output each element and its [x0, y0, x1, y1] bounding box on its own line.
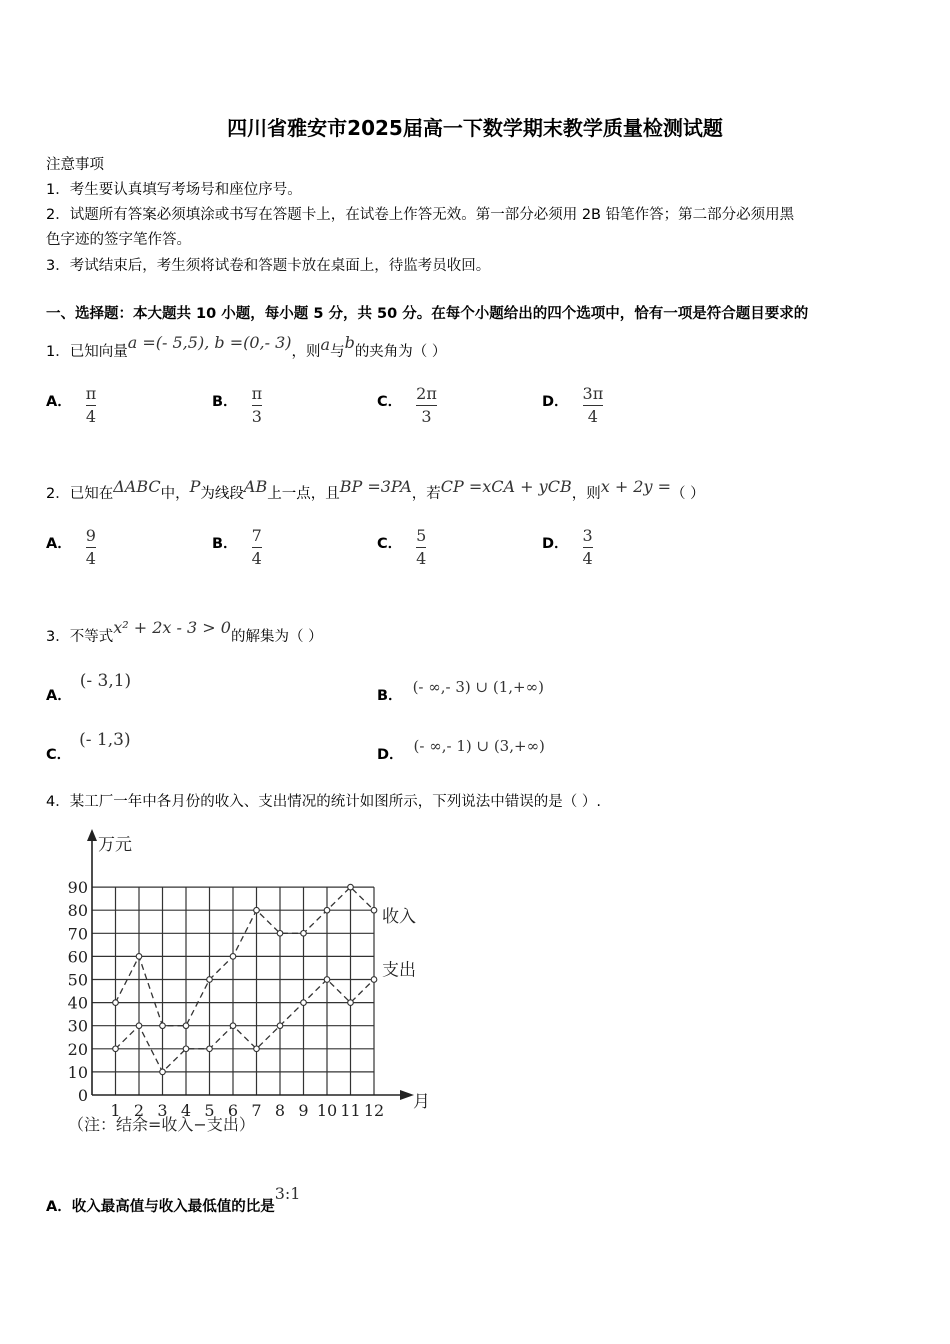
- q3-option-a-value: (- 3,1): [79, 671, 132, 691]
- y-tick-label: 90: [67, 878, 88, 898]
- data-point: [160, 1023, 166, 1029]
- q3-option-c[interactable]: [46, 729, 131, 763]
- q2-segment-ab: AB: [243, 477, 268, 496]
- data-point: [207, 1046, 213, 1052]
- section-heading: 一、选择题：本大题共 10 小题，每小题 5 分，共 50 分。在每个小题给出的四个选项中，恰有一项是符合题目要求的: [46, 306, 809, 322]
- q2-point-p: P: [189, 477, 201, 496]
- q3-option-c-value: (- 1,3): [79, 730, 131, 750]
- q2-option-b[interactable]: [212, 526, 262, 569]
- q1-option-c-label: C．: [377, 394, 403, 410]
- q2-option-b-label: B．: [212, 536, 238, 552]
- q1-a: a: [320, 335, 331, 354]
- data-point: [324, 907, 330, 913]
- q1-mid1: ，则: [291, 344, 321, 360]
- x-tick-label: 5: [204, 1101, 215, 1120]
- data-point: [324, 977, 330, 983]
- q1-option-d-label: D．: [542, 394, 569, 410]
- data-point: [371, 977, 377, 983]
- y-tick-label: 30: [67, 1016, 88, 1036]
- data-point: [348, 1000, 354, 1006]
- x-tick-label: 9: [298, 1101, 309, 1120]
- q2-stem: [46, 477, 705, 503]
- data-point: [301, 931, 307, 937]
- q3-option-b[interactable]: [377, 676, 544, 704]
- q2-option-a-frac: $\frac{9}{4}$: [85, 526, 96, 568]
- data-point: [348, 884, 354, 890]
- x-tick-label: 7: [251, 1101, 262, 1120]
- data-point: [136, 954, 142, 960]
- q1-b: b: [344, 333, 355, 352]
- data-point: [254, 1046, 260, 1052]
- q3-option-a-label: A．: [46, 688, 72, 704]
- q1-option-c[interactable]: [377, 384, 437, 427]
- q1-option-a-frac: $\frac{\pi}{4}$: [85, 384, 97, 426]
- q2-option-b-frac: $\frac{7}{4}$: [251, 526, 262, 568]
- x-tick-label: 6: [227, 1101, 239, 1120]
- q1-mid2: 与: [330, 344, 345, 360]
- y-tick-label: 80: [67, 901, 88, 921]
- q1-option-b-label: B．: [212, 394, 238, 410]
- q2-option-d[interactable]: [542, 526, 593, 569]
- q2-option-d-frac: $\frac{3}{4}$: [582, 526, 593, 568]
- y-tick-label: 50: [67, 970, 88, 990]
- q1-option-c-frac: $\frac{2\pi}{3}$: [416, 384, 437, 426]
- data-point: [301, 1000, 307, 1006]
- x-tick-label: 11: [340, 1101, 361, 1120]
- x-axis-arrow: [400, 1090, 414, 1100]
- notice-heading: 注意事项: [46, 157, 104, 173]
- chart-note: （注：结余=收入−支出）: [68, 1115, 255, 1134]
- q2-option-c[interactable]: [377, 526, 426, 569]
- q2-option-d-label: D．: [542, 536, 569, 552]
- notice-item-3: 3．考试结束后，考生须将试卷和答题卡放在桌面上，待监考员收回。: [46, 258, 491, 274]
- q2-option-c-frac: $\frac{5}{4}$: [416, 526, 427, 568]
- q2-bp-eq: BP =3PA: [339, 477, 412, 496]
- notice-item-1: 1．考生要认真填写考场号和座位序号。: [46, 182, 302, 198]
- q4-option-a[interactable]: [46, 1184, 301, 1216]
- series-label: 收入: [382, 907, 416, 928]
- y-tick-label: 40: [67, 993, 88, 1013]
- q4-stem: 4．某工厂一年中各月份的收入、支出情况的统计如图所示，下列说法中错误的是（ ）.: [46, 794, 601, 810]
- q3-option-d-label: D．: [377, 747, 404, 763]
- data-point: [277, 931, 283, 937]
- x-tick-label: 4: [180, 1101, 192, 1120]
- data-point: [113, 1046, 119, 1052]
- income-expense-chart: [50, 825, 450, 1145]
- data-point: [183, 1046, 189, 1052]
- y-tick-label: 0: [77, 1086, 88, 1105]
- data-point: [207, 977, 213, 983]
- data-point: [254, 907, 260, 913]
- q1-option-a[interactable]: [46, 384, 96, 427]
- x-tick-label: 8: [274, 1101, 286, 1120]
- x-tick-label: 2: [133, 1101, 145, 1120]
- chart-ylabel: 万元: [98, 835, 132, 855]
- q4-option-a-text: 收入最高值与收入最低值的比是: [71, 1199, 275, 1215]
- q2-option-c-label: C．: [377, 536, 403, 552]
- q2-text-7: （ ）: [671, 486, 705, 502]
- q1-option-b[interactable]: [212, 384, 262, 427]
- q1-option-d-frac: $\frac{3\pi}{4}$: [582, 384, 604, 426]
- q3-option-d[interactable]: [377, 735, 545, 763]
- x-tick-label: 1: [110, 1101, 121, 1120]
- y-tick-label: 10: [67, 1062, 88, 1082]
- x-tick-label: 3: [157, 1101, 168, 1120]
- data-point: [230, 1023, 236, 1029]
- q3-stem: [46, 618, 323, 646]
- q3-inequality: x² + 2x - 3 > 0: [113, 618, 231, 637]
- q3-option-b-value: (- ∞,- 3) ∪ (1,+∞): [412, 678, 544, 696]
- data-point: [136, 1023, 142, 1029]
- q1-prefix: 1．已知向量: [46, 344, 128, 360]
- q2-text-3: 为线段: [200, 486, 244, 502]
- data-point: [183, 1023, 189, 1029]
- q1-stem: [46, 333, 447, 361]
- x-tick-label: 12: [363, 1101, 385, 1120]
- chart-xlabel: 月: [413, 1092, 430, 1112]
- x-tick-label: 10: [316, 1101, 338, 1120]
- chart-grid: [92, 887, 374, 1095]
- q3-option-a[interactable]: [46, 670, 132, 704]
- q1-option-b-frac: $\frac{\pi}{3}$: [251, 384, 263, 426]
- q3-option-c-label: C．: [46, 747, 72, 763]
- y-tick-label: 60: [67, 947, 88, 967]
- data-point: [277, 1023, 283, 1029]
- data-point: [230, 954, 236, 960]
- q2-xy-expr: x + 2y =: [600, 477, 672, 496]
- data-point: [113, 1000, 119, 1006]
- q2-text-5: ，若: [411, 486, 441, 502]
- q2-text-4: 上一点，且: [267, 486, 340, 502]
- data-point: [371, 907, 377, 913]
- q1-suffix: 的夹角为（ ）: [354, 344, 447, 360]
- q2-text-6: ，则: [571, 486, 601, 502]
- y-axis-arrow: [87, 829, 97, 841]
- q1-option-d[interactable]: [542, 384, 603, 427]
- q2-option-a[interactable]: [46, 526, 96, 569]
- q2-text-1: 2．已知在: [46, 486, 114, 502]
- q1-option-a-label: A．: [46, 394, 72, 410]
- q2-cp-eq: CP =xCA + yCB: [440, 477, 572, 496]
- page-title: 四川省雅安市2025届高一下数学期末教学质量检测试题: [227, 116, 723, 140]
- y-tick-label: 70: [67, 924, 88, 944]
- q2-triangle: ΔABC: [113, 477, 161, 496]
- y-tick-label: 20: [67, 1039, 88, 1059]
- q3-text-2: 的解集为（ ）: [230, 629, 323, 645]
- q3-text-1: 3．不等式: [46, 629, 114, 645]
- q2-option-a-label: A．: [46, 536, 72, 552]
- q1-vectors: a =(- 5,5), b =(0,- 3): [127, 333, 292, 352]
- q2-text-2: 中，: [160, 486, 190, 502]
- q3-option-b-label: B．: [377, 688, 403, 704]
- chart-axes: [87, 829, 414, 1100]
- notice-item-2-cont: 色字迹的签字笔作答。: [46, 232, 191, 248]
- series-label: 支出: [382, 960, 416, 981]
- data-point: [160, 1069, 166, 1075]
- notice-item-2: 2．试题所有答案必须填涂或书写在答题卡上，在试卷上作答无效。第一部分必须用 2B 铅笔作答；第二部分必须用黑: [46, 207, 795, 223]
- q4-option-a-math: 3:1: [274, 1184, 301, 1203]
- q4-option-a-label: A．: [46, 1199, 72, 1215]
- q3-option-d-value: (- ∞,- 1) ∪ (3,+∞): [413, 737, 545, 755]
